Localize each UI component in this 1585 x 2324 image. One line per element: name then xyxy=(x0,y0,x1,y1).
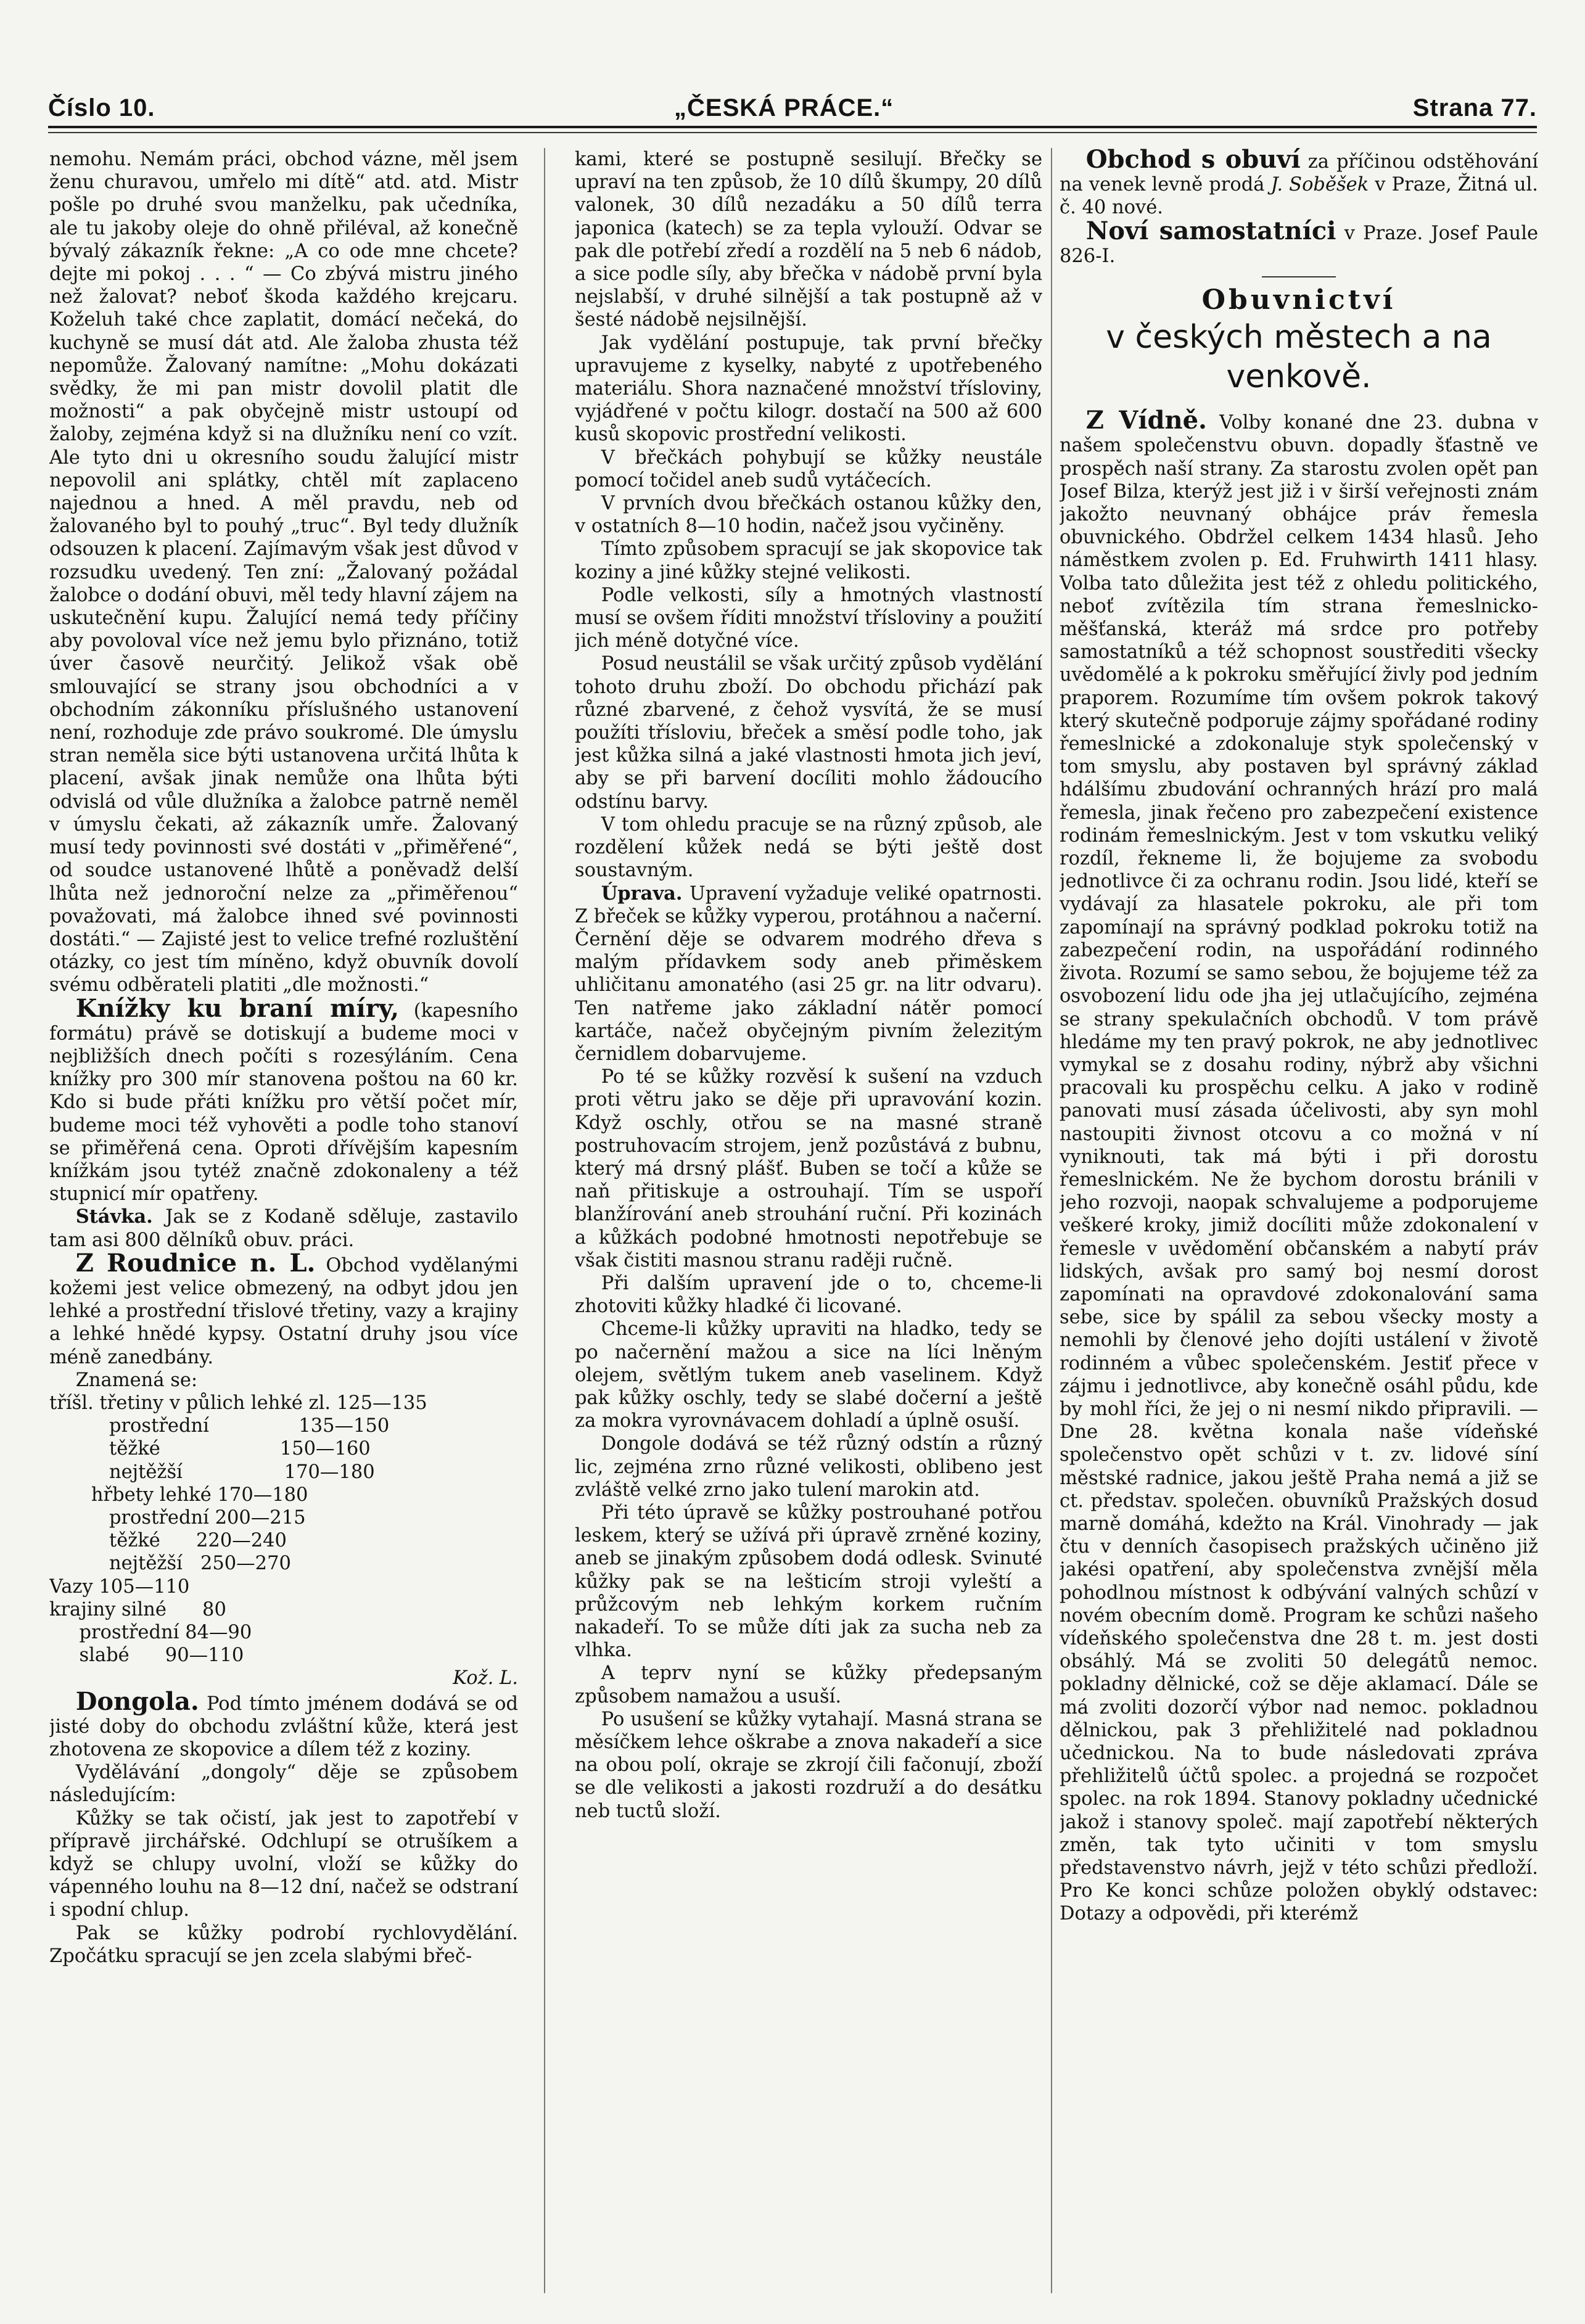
article-text: Volby konané dne 23. dubna v našem společenstvu obuvn. dopadly šťastně ve prospěch naší strany. Za starostu zvolen opět pan Josef Bilza, kterýž jest již i v širší veřejnosti znám jakožto neuvnaný obhájce práv řemesla obuvnického. Obdržel celkem 1434 hlasů. Jeho náměstkem zvolen p. Ed. Fruhwirth 1411 hlasy. Volba tato důležita jest též z ohledu politického, neboť zvítězila tím strana řemeslnicko-měšťanská, kteráž má srdce pro potřeby samostatníků a též schopnost soustřediti všecky uvědomělé a k pokroku směřující živly pod jedním praporem. Rozumíme tím ovšem pokrok takový který skutečně podporuje zájmy spořádané rodiny řemeslnické a zdokonaluje styk společenský v tom smyslu, aby postaven byl správný základ hdálšímu zbudování ochranných hrází pro malá řemesla, jinak řečeno pro zabezpečení existence rodinám řemeslnickým. Jest v tom vskutku veliký rozdíl, řekneme li, že bojujeme za svobodu jednotlivce či za ochranu rodin. Jsou lidé, kteří se vydávají za hlasatele pokroku, ale při tom zapomínají na správný podklad pokroku totiž na zabezpečení rodin, na uspořádání rodinného života. Rozumí se samo sebou, že bojujeme též za osvobození lidu ode jha jej utlačujícího, zejména se strany spekulačních obchodů. V tom právě hledáme my ten pravý pokrok, ne aby jednotlivec vymykal se z dosahu rodiny, nýbrž aby všichni pracovali ku prospěchu celku. A jako v rodině panovati musí zásada účelivosti, aby syn mohl nastoupiti živnost otcovu a co možná v ní vyniknouti, tak má býti i při dorostu řemeslnickém. Ne že bychom dorostu bránili v jeho rozvoji, naopak schvalujeme a podporujeme veškeré kroky, jimiž docíliti může zdokonalení v řemesle v uvědomění občanském a nabytí práv lidských, avšak pro samý boj nesmí dorost zapomínati na opravdové zdokonalování sama sebe, sice by spálil za sebou všecky mosty a nemohli by členové jeho dojíti ustálení v životě rodinném a vůbec společenském. Jestiť přece v zájmu i jednotlivce, aby konečně osáhl půdu, kde by mohl říci, že jej o ni nesmí nikdo připravili. — Dne 28. května konala naše vídeňské společenstvo opět schůzi v t. zv. lidové síní městské radnice, jakou ještě Praha nemá a již se ct. představ. společen. obuvníků Pražských dosud marně domáhá, kdežto na Král. Vinohrady — jak čtu v denních časopisech pražských učiněno již jakési opatření, aby společenstva zvnější měla pohodlnou místnost k odbývání valných schůzí v novém obecním domě. Program ke schůzi našeho vídeňského společenstva dne 28 t. m. jest dosti obsáhlý. Má se zvoliti 50 delegátů nemoc. pokladny dělnické, což se děje aklamací. Dále se má zvoliti dozorčí výbor nad nemoc. pokladnou dělnickou, pak 3 přehližitelé nad pokladnou učednickou. Na to bude následovati zpráva přehližitelů účtů spolec. a projedná se rozpočet spolec. na rok 1894. Stanovy pokladny učednické jakož i stanovy společ. mají zapotřebí některých změn, tak tyto učiniti v tom smyslu představenstvo návrh, jejž v této schůzi předloží. Pro Ke konci schůze položen obyklý odstavec: Dotazy a odpovědi, při kterémž xyxy=(1060,412,1538,1925)
price-line: těžké 150—160 xyxy=(49,1438,371,1460)
paragraph: Dongole dodává se též různý odstín a různý lic, zejména zrno různé velikosti, oblibeno jest zvláště velké zrno jako tulení marokin atd. xyxy=(575,1433,1042,1501)
paragraph: Chceme-li kůžky upraviti na hladko, tedy se po načernění mažou a sice na líci lněným olejem, světlým tukem aneb vaselinem. Když pak kůžky oschly, tedy se slabé dočerní a ještě za mokra vyrovnávacem dohladí a úplně osuší. xyxy=(575,1318,1042,1432)
column-divider xyxy=(544,148,545,2293)
page-header xyxy=(48,73,1537,122)
advert-text: v Praze, Žitná ul. č. 40 nové. xyxy=(1060,174,1538,219)
column-divider xyxy=(1051,148,1052,2293)
article-stavka xyxy=(49,1205,518,1251)
paragraph: Při této úpravě se kůžky postrouhané potřou leskem, který se užívá při úpravě zrněné koziny, aneb se jinakým způsobem dodá odlesk. Svinuté kůžky pak se na lešticím stroji vyleští a průžcovým neb lehkým korkem ručním nakadeří. To se může díti jak za sucha neb za vlhka. xyxy=(575,1501,1042,1662)
headline-knizky: Knížky ku braní míry, xyxy=(75,993,400,1023)
article-continuation: nemohu. Nemám práci, obchod vázne, měl jsem ženu churavou, umřelo mi dítě“ atd. atd. Mistr pošle po druhé svou manželku, pak učedníka, ale tu jakoby oleje do ohně přiléval, až konečně bývalý zákazník řekne: „A co ode mne chcete? dejte mi pokoj . . . “ — Co zbývá mistru jiného než žalovat? neboť škoda každého krejcaru. Koželuh také chce zaplatit, domácí nečeká, do kuchyně se musí dát atd. Ale žaloba zhusta též nepomůže. Žalovaný namítne: „Mohu dokázati svědky, že mi pan mistr dovolil platit dle možnosti“ a pak obyčejně mistr ustoupí od žaloby, zejména když si na dlužníku není co vzít. Ale tyto dni u okresního soudu žalující mistr nepovolil ani splátky, chtěl mít zaplaceno najednou a hned. A měl pravdu, neb od žalovaného byl to pouhý „truc“. Byl tedy dlužník odsouzen k placení. Zajímavým však jest důvod v rozsudku uvedený. Ten zní: „Žalovaný požádal žalobce o dodání obuvi, měl tedy hlavní zájem na uskutečnění kupu. Žalující nemá tedy příčiny aby povoloval více než jemu bylo přiznáno, totiž úver časově neurčitý. Jelikož však obě smlouvající se strany jsou obchodníci a v obchodním zákonníku příslušného ustanovení není, rozhoduje zde právo soukromé. Dle úmyslu stran neměla sice býti ustanovena určitá lhůta k placení, avšak jinak nemůže ona lhůta býti odvislá od vůle dlužníka a žalobce patrně neměl v úmyslu čekati, až zákazník umře. Žalovaný musí tedy povinnosti své dostáti v „přiměřené“, od soudce ustanovené lhůtě a poněvadž delší lhůta než jednoroční nelze za „přiměřenou“ považovati, má žalobce ihned své povinnosti dostáti.“ — Zajisté jest to velice trefné rozluštění otázky, co jest tím míněno, když obuvník dovolí svému odběrateli platiti „dle možnosti.“ xyxy=(49,149,518,996)
column-2 xyxy=(575,148,1042,2312)
column-1 xyxy=(49,148,518,2312)
paragraph: Vydělávání „dongoly“ děje se způsobem následujícím: xyxy=(49,1762,518,1807)
page-number: Strana 77. xyxy=(1412,94,1537,121)
paragraph-uprava xyxy=(575,882,1042,1066)
advert-name: J. Soběšek xyxy=(1270,174,1369,196)
article-text: (kapesního formátu) právě se dotiskují a budeme moci v nejbližších dnech počíti s rozesýláním. Cena knížky pro 300 mír stanovena poštou na 60 kr. Kdo si bude přáti knížku pro větší počet mír, budeme moci též vyhověti a podle toho stanoví se přiměřená cena. Oproti dřívějším kapesním knížkám jsou tytéž značně zdokonaleny a též stupnicí mír opatřeny. xyxy=(49,1000,518,1205)
price-intro: Znamená se: xyxy=(75,1369,198,1391)
headline-dongola: Dongola. xyxy=(75,1686,199,1716)
newspaper-title: „ČESKÁ PRÁCE.“ xyxy=(674,94,894,121)
article-roudnice xyxy=(49,1248,518,1369)
issue-number: Číslo 10. xyxy=(48,94,155,121)
paragraph: A teprv nyní se kůžky předepsaným způsobem namažou a usuší. xyxy=(575,1662,1042,1707)
price-line: prostřední 200—215 xyxy=(49,1506,306,1529)
advert-headline: Obchod s obuví xyxy=(1085,148,1301,174)
paragraph: Po té se kůžky rozvěsí k sušení na vzduch proti větru jako se děje při upravování kozin. Když oschly, otřou se na masné straně postruhovacím strojem, jenž pozůstává z bubnu, který má drsný plášť. Buben se točí a kůže se naň přitiskuje a ostrouhají. Tím se uspoří blanžírování aneb strouhání ruční. Při kozinách a kůžkách podobné hmotnosti nepotřebuje se však čistiti masnou stranu raději ručně. xyxy=(575,1066,1042,1271)
separator-rule xyxy=(1262,276,1336,277)
paragraph: Pak se kůžky podrobí rychlovydělání. Zpočátku spracují se jen zcela slabými břeč- xyxy=(49,1922,518,1967)
article-knizky xyxy=(49,993,518,1206)
paragraph: Po usušení se kůžky vytahají. Masná strana se měsíčkem lehce oškrabe a znova nakadeří a sice na obou polí, okraje se zkrojí čili fačonují, zboží se dle velikosti a jakosti rozdruží a do desátku neb tuctů složí. xyxy=(575,1708,1042,1822)
header-rule xyxy=(48,126,1537,128)
price-line: krajiny silné 80 xyxy=(49,1598,226,1620)
advert-shoe-shop xyxy=(1060,148,1538,220)
paragraph: V prvních dvou břečkách ostanou kůžky den, v ostatních 8—10 hodin, načež jsou vyčiněny. xyxy=(575,493,1042,538)
article-dongola xyxy=(49,1686,518,1762)
price-line: hřbety lehké 170—180 xyxy=(49,1484,308,1506)
article-text: Upravení vyžaduje veliké opatrnosti. Z břeček se kůžky vyperou, protáhnou a načerní. Černění děje se odvarem modrého dřeva s malým přídavkem sody aneb přiměskem uhličitanu amonatého (asi 25 gr. na litr odvaru). Ten natřeme jako základní nátěr pomocí kartáče, načež obyčejným pivním železitým černidlem dobarvujeme. xyxy=(575,882,1042,1065)
advert-headline: Noví samostatníci xyxy=(1085,216,1336,245)
paragraph: Tímto způsobem spracují se jak skopovice tak koziny a jiné kůžky stejné velikosti. xyxy=(575,538,1042,583)
column-3 xyxy=(1060,148,1538,2312)
price-list xyxy=(49,1392,518,1667)
price-line: Vazy 105—110 xyxy=(49,1575,190,1598)
paragraph: kami, které se postupně sesilují. Břečky se upraví na ten způsob, že 10 dílů škumpy, 20 dílů valonek, 30 dílů nezadáku a 50 dílů terra japonica (katech) se za tepla vylouží. Odvar se pak dle potřebí zředí a rozdělí na 5 neb 6 nádob, a sice podle síly, aby břečka v nádobě první byla nejslabší, v druhé silnější a tak postupně až v šesté nádobě nejsilnější. xyxy=(575,149,1042,331)
price-line: nejtěžší 250—270 xyxy=(49,1553,291,1575)
paragraph: Posud neustálil se však určitý způsob vydělání tohoto druhu zboží. Do obchodu přichází pak různé zbarvené, z čehož vysvítá, že se musí použíti třísloviu, břeček a směsí podle toho, jak jest kůžka silná a jaké vlastnosti hmota jich jeví, aby se při barvení docíliti mohlo žádoucího odstínu barvy. xyxy=(575,653,1042,813)
price-line: prostřední 84—90 xyxy=(49,1622,252,1643)
price-line: tříšl. třetiny v půlich lehké zl. 125—135 xyxy=(49,1392,427,1414)
advert-text: za příčinou odstěhování na venek levně prodá xyxy=(1060,151,1538,196)
paragraph: Jak vydělání postupuje, tak první břečky upravujeme z kyselky, nabyté z upotřebeného materiálu. Shora naznačené množství třísloviny, vyjádřené v počtu kilogr. dostačí na 500 až 600 kusů skopovic prostřední velikosti. xyxy=(575,332,1042,446)
author-signature: Kož. L. xyxy=(453,1667,518,1690)
paragraph: V břečkách pohybují se kůžky neustále pomocí točidel aneb sudů vytáčecích. xyxy=(575,446,1042,491)
headline-stavka: Stávka. xyxy=(75,1205,153,1228)
paragraph: Podle velkosti, síly a hmotných vlastností musí se ovšem říditi množství třísloviny a použití jich méně dotyčné více. xyxy=(575,584,1042,652)
price-line: nejtěžší 170—180 xyxy=(49,1461,375,1483)
header-rule-thin xyxy=(48,132,1537,133)
article-text: Jak se z Kodaně sděluje, zastavilo tam asi 800 dělníků obuv. práci. xyxy=(49,1206,518,1251)
price-line: prostřední 135—150 xyxy=(49,1415,390,1437)
price-line: těžké 220—240 xyxy=(49,1530,287,1552)
paragraph: Kůžky se tak očistí, jak jest to zapotřebí v přípravě jirchářské. Odchlupí se otrušíkem a když se chlupy uvolní, vloží se kůžky do vápenného louhu na 8—12 dní, načež se odstraní i spodní chlup. xyxy=(49,1807,518,1921)
headline-uprava: Úprava. xyxy=(601,882,683,905)
section-subtitle: v českých městech a na venkově. xyxy=(1106,319,1492,396)
article-text: Pod tímto jménem dodává se od jisté doby do obchodu zvláštní kůže, která jest zhotovena ze skopovice a dílem též z koziny. xyxy=(49,1693,518,1761)
section-title: Obuvnictví xyxy=(1201,284,1396,316)
paragraph: V tom ohledu pracuje se na různý způsob, ale rozdělení kůžek nedá se býti ještě dost soustavným. xyxy=(575,813,1042,882)
headline-roudnice: Z Roudnice n. L. xyxy=(75,1248,316,1278)
article-text: Obchod vydělanými kožemi jest velice obmezený, na odbyt jdou jen lehké a prostřední třislové třetiny, vazy a krajiny a lehké hnědé kypsy. Ostatní druhy jsou více méně zanedbány. xyxy=(49,1254,518,1368)
advert-text: v Praze. Josef Paule 826-I. xyxy=(1060,222,1538,267)
price-line: slabé 90—110 xyxy=(49,1644,244,1667)
advert-new-masters xyxy=(1060,216,1538,268)
article-vienna xyxy=(1060,406,1538,1925)
headline-vienna: Z Vídně. xyxy=(1085,406,1207,435)
paragraph: Při dalším upravení jde o to, chceme-li zhotoviti kůžky hladké či licované. xyxy=(575,1272,1042,1318)
